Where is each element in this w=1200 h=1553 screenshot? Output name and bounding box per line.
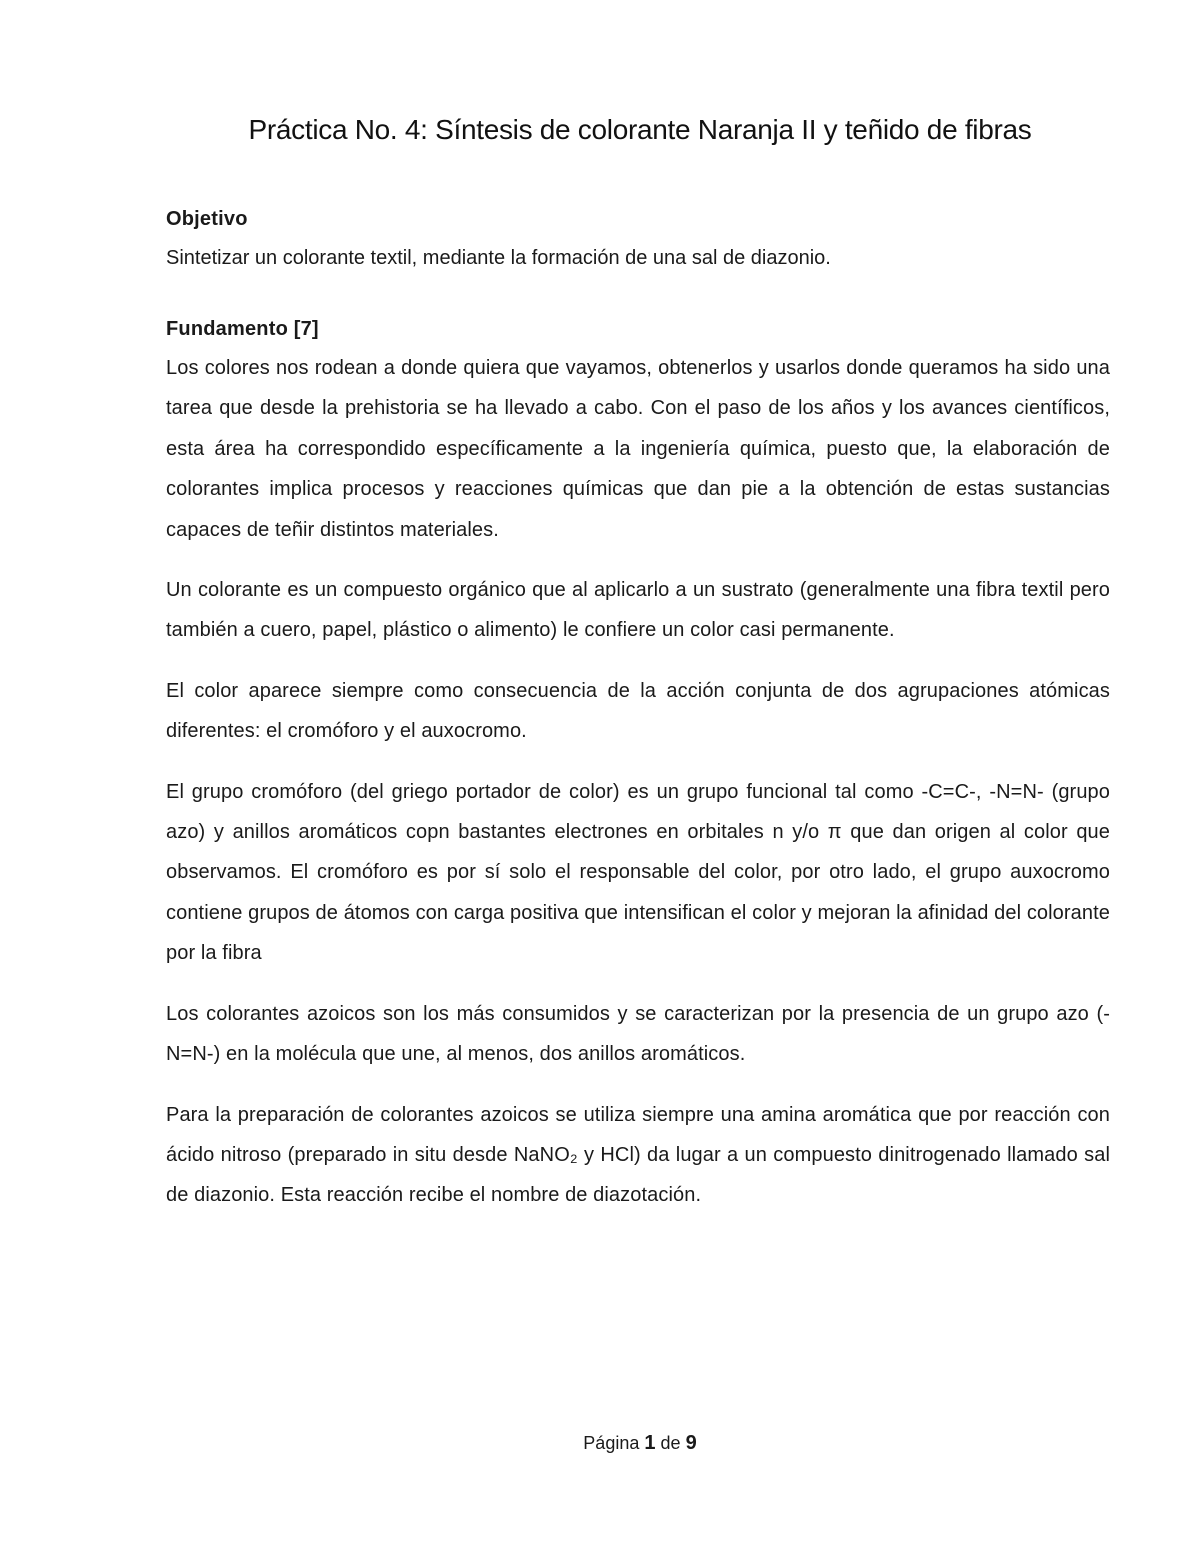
footer-label: Página: [583, 1433, 640, 1453]
footer-total-pages: 9: [685, 1432, 697, 1454]
fundamento-heading: Fundamento [7]: [166, 318, 319, 340]
fundamento-paragraph-1: Los colores nos rodean a donde quiera que vayamos, obtenerlos y usarlos donde queramos ha sido una tarea que desde la prehistoria se ha llevado a cabo. Con el paso de los años y los avances científicos, esta área ha correspondido específicamente a la ingeniería química, puesto que, la elaboración de colorantes implica procesos y reacciones químicas que dan pie a la obtención de estas sustancias capaces de teñir distintos materiales.: [166, 357, 1110, 541]
fundamento-paragraph-5: Los colorantes azoicos son los más consumidos y se caracterizan por la presencia de un grupo azo (-N=N-) en la molécula que une, al menos, dos anillos aromáticos.: [166, 1002, 1110, 1066]
fundamento-paragraph-6: Para la preparación de colorantes azoicos se utiliza siempre una amina aromática que por reacción con ácido nitroso (preparado in situ desde NaNO₂ y HCl) da lugar a un compuesto dinitrogenado llamado sal de diazonio. Esta reacción recibe el nombre de diazotación.: [166, 1103, 1110, 1207]
document-title: Práctica No. 4: Síntesis de colorante Naranja II y teñido de fibras: [248, 114, 1032, 145]
fundamento-paragraph-4: El grupo cromóforo (del griego portador de color) es un grupo funcional tal como -C=C-, -N=N- (grupo azo) y anillos aromáticos copn bastantes electrones en orbitales n y/o π que dan origen al color que observamos. El cromóforo es por sí solo el responsable del color, por otro lado, el grupo auxocromo contiene grupos de átomos con carga positiva que intensifican el color y mejoran la afinidad del colorante por la fibra: [166, 780, 1110, 965]
objective-heading: Objetivo: [166, 208, 248, 230]
objective-text: Sintetizar un colorante textil, mediante la formación de una sal de diazonio.: [166, 247, 831, 269]
document-body: [166, 204, 1110, 1216]
footer-current-page: 1: [644, 1432, 656, 1454]
fundamento-paragraph-3: El color aparece siempre como consecuencia de la acción conjunta de dos agrupaciones atómicas diferentes: el cromóforo y el auxocromo.: [166, 679, 1110, 743]
footer-separator: de: [660, 1433, 681, 1453]
fundamento-paragraph-2: Un colorante es un compuesto orgánico que al aplicarlo a un sustrato (generalmente una fibra textil pero también a cuero, papel, plástico o alimento) le confiere un color casi permanente.: [166, 579, 1110, 642]
page-footer: [0, 1428, 1200, 1458]
